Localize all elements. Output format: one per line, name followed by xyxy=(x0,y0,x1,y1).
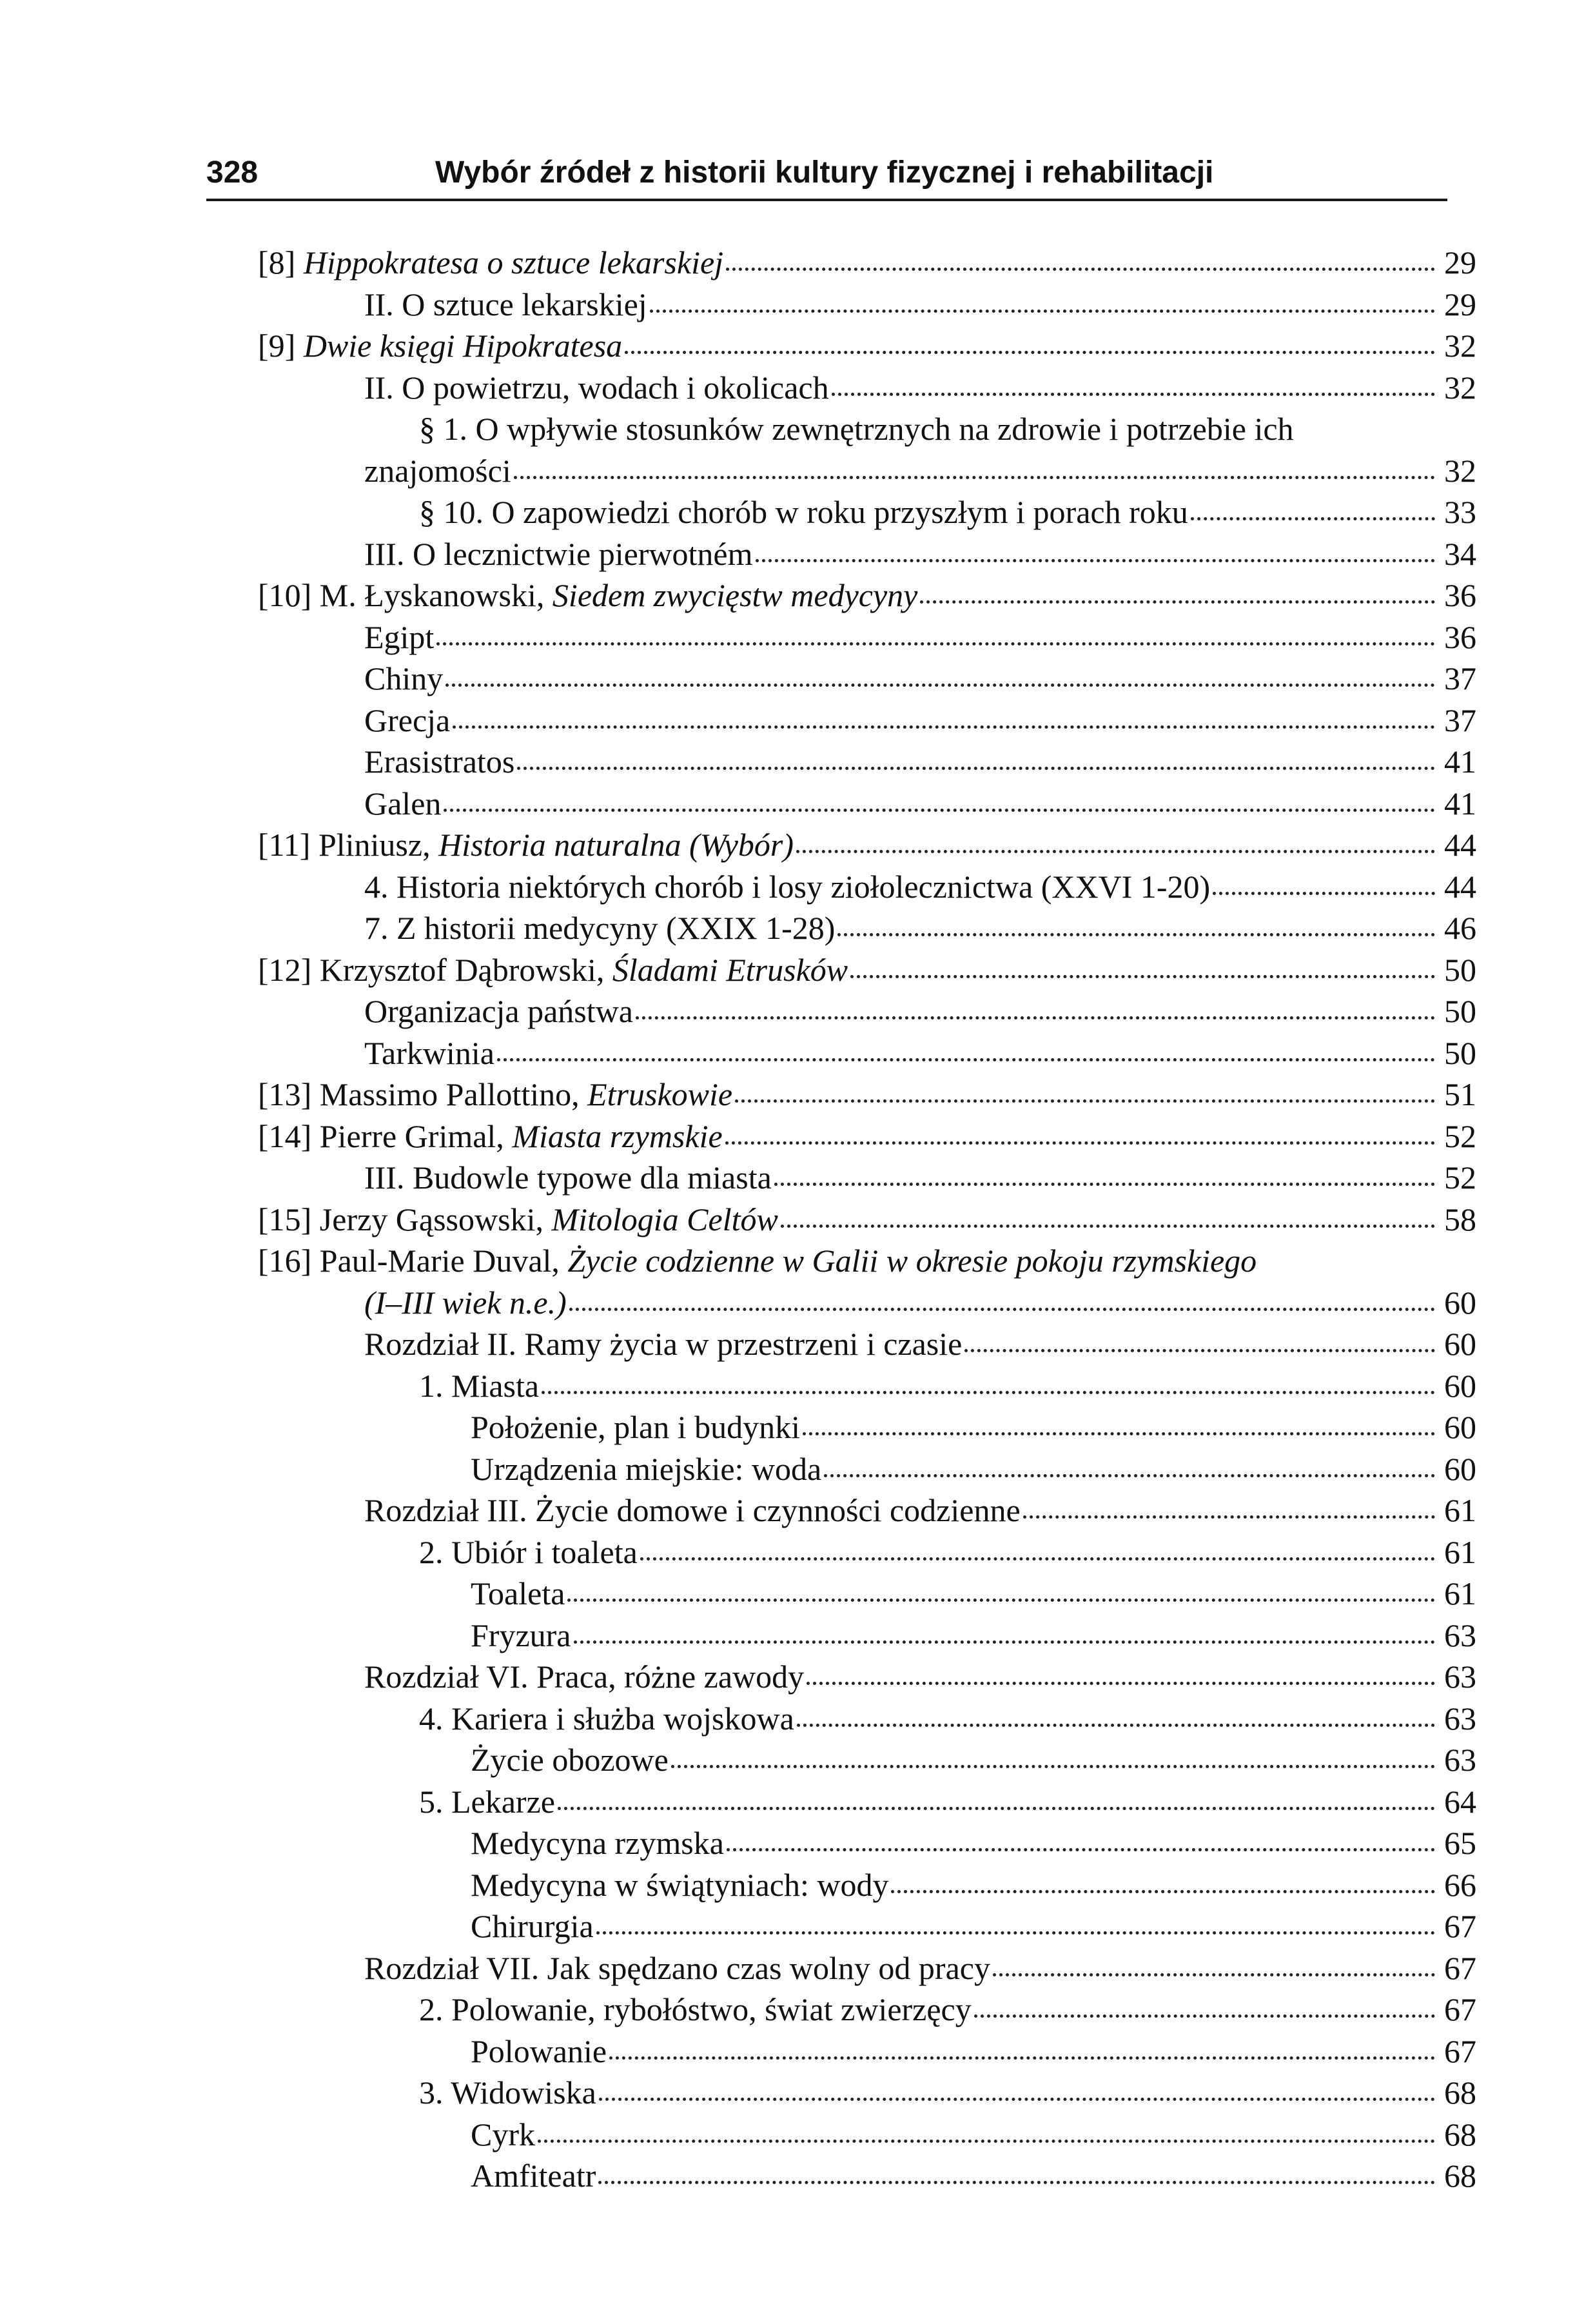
toc-entry-page: 60 xyxy=(1444,1409,1476,1445)
toc-entry xyxy=(258,2155,1476,2197)
toc-entry-title xyxy=(364,866,1210,908)
toc-entry-page: 32 xyxy=(1444,328,1476,364)
toc-entry-page: 41 xyxy=(1444,743,1476,780)
toc-entry-title xyxy=(258,824,794,866)
toc-entry-page: 63 xyxy=(1444,1742,1476,1778)
toc-entry-page: 60 xyxy=(1444,1326,1476,1362)
toc-entry xyxy=(258,783,1476,825)
toc-entry-label: Życie codzienne w Galii w okresie pokoju rzymskiego xyxy=(567,1243,1257,1279)
toc-entry xyxy=(258,616,1476,658)
toc-entry-title xyxy=(258,575,917,616)
toc-entry-page: 68 xyxy=(1444,2158,1476,2194)
toc-entry-label: 5. Lekarze xyxy=(419,1783,555,1820)
toc-entry xyxy=(258,1406,1476,1448)
toc-entry-label: Polowanie xyxy=(471,2033,607,2069)
dot-leader xyxy=(1213,892,1435,895)
toc-entry-label: Rozdział II. Ramy życia w przestrzeni i czasie xyxy=(364,1326,963,1362)
toc-entry-page: 44 xyxy=(1444,868,1476,905)
toc-entry xyxy=(258,2114,1476,2156)
toc-entry xyxy=(258,1240,1476,1282)
toc-entry-page: 60 xyxy=(1444,1367,1476,1404)
toc-entry-label: Egipt xyxy=(364,618,435,655)
toc-entry-page: 52 xyxy=(1444,1159,1476,1196)
toc-entry-author: [16] Paul-Marie Duval, xyxy=(258,1243,568,1279)
toc-entry-author: [9] xyxy=(258,328,304,364)
toc-entry xyxy=(258,1739,1476,1781)
toc-entry-page: 65 xyxy=(1444,1825,1476,1861)
toc-entry-page: 68 xyxy=(1444,2074,1476,2111)
toc-entry xyxy=(258,658,1476,700)
toc-entry-label: II. O powietrzu, wodach i okolicach xyxy=(364,369,829,406)
toc-entry-label: Położenie, plan i budynki xyxy=(471,1409,801,1445)
toc-entry-title xyxy=(258,1199,778,1241)
toc-entry-label: Rozdział III. Życie domowe i czynności codzienne xyxy=(364,1492,1021,1528)
toc-entry-author: [13] Massimo Pallottino, xyxy=(258,1076,588,1112)
toc-entry-label: Rozdział VII. Jak spędzano czas wolny od pracy xyxy=(364,1949,990,1986)
toc-entry-title xyxy=(471,2155,596,2197)
toc-entry-label: Mitologia Celtów xyxy=(551,1201,778,1237)
toc-entry-title xyxy=(471,1822,724,1864)
dot-leader xyxy=(891,1890,1435,1893)
dot-leader xyxy=(609,2056,1435,2060)
toc-entry-page: 67 xyxy=(1444,1908,1476,1944)
toc-entry xyxy=(258,1323,1476,1365)
toc-entry-title xyxy=(471,1864,888,1906)
toc-entry xyxy=(258,824,1476,866)
toc-entry-label: Cyrk xyxy=(471,2116,535,2152)
toc-entry xyxy=(258,2072,1476,2114)
dot-leader xyxy=(558,1807,1435,1810)
dot-leader xyxy=(796,850,1435,853)
toc-entry-title xyxy=(258,1240,1257,1282)
toc-entry xyxy=(258,1698,1476,1740)
toc-entry-page: 61 xyxy=(1444,1492,1476,1528)
toc-entry-title xyxy=(471,1406,800,1448)
toc-entry-label: Chiny xyxy=(364,660,444,696)
toc-entry-label: Fryzura xyxy=(471,1617,571,1653)
toc-entry-label: 1. Miasta xyxy=(419,1367,540,1404)
toc-entry-label: znajomości xyxy=(364,452,511,489)
toc-entry-label: 4. Historia niektórych chorób i losy ziołolecznictwa (XXVI 1-20) xyxy=(364,868,1211,905)
toc-entry-page: 51 xyxy=(1444,1076,1476,1112)
toc-entry-label: Historia naturalna (Wybór) xyxy=(438,827,794,863)
toc-entry xyxy=(258,1656,1476,1698)
toc-entry-title xyxy=(364,1656,804,1698)
toc-entry-title xyxy=(258,1074,732,1116)
toc-entry-author: [15] Jerzy Gąssowski, xyxy=(258,1201,552,1237)
toc-entry xyxy=(258,741,1476,783)
toc-entry-title xyxy=(364,450,511,492)
toc-entry-title xyxy=(471,1615,571,1657)
toc-entry-page: 67 xyxy=(1444,1991,1476,2027)
toc-entry-label: § 1. O wpływie stosunków zewnętrznych na zdrowie i potrzebie ich xyxy=(419,411,1294,447)
running-title: Wybór źródeł z historii kultury fizycznej i rehabilitacji xyxy=(435,155,1214,190)
page-header xyxy=(206,153,1447,201)
toc-entry xyxy=(258,949,1476,991)
page-number: 328 xyxy=(206,155,259,190)
dot-leader xyxy=(735,1099,1435,1103)
dot-leader xyxy=(993,1973,1435,1976)
toc-entry xyxy=(258,2031,1476,2073)
dot-leader xyxy=(920,600,1435,604)
dot-leader xyxy=(671,1765,1435,1768)
toc-entry-page: 67 xyxy=(1444,1949,1476,1986)
toc-entry-page: 68 xyxy=(1444,2116,1476,2152)
toc-entry-page: 32 xyxy=(1444,369,1476,406)
dot-leader xyxy=(436,642,1435,645)
toc-entry xyxy=(258,990,1476,1032)
dot-leader xyxy=(596,1931,1435,1935)
dot-leader xyxy=(807,1682,1435,1685)
dot-leader xyxy=(725,1141,1435,1145)
dot-leader xyxy=(574,1640,1436,1644)
toc-entry xyxy=(258,1822,1476,1864)
toc-entry xyxy=(258,408,1476,450)
toc-entry-page: 46 xyxy=(1444,910,1476,946)
toc-entry xyxy=(258,491,1476,533)
toc-entry-title xyxy=(258,1116,723,1157)
dot-leader xyxy=(1023,1515,1435,1519)
dot-leader xyxy=(625,351,1435,354)
toc-entry-label: 4. Kariera i służba wojskowa xyxy=(419,1700,794,1737)
toc-entry-label: Toaleta xyxy=(471,1575,565,1611)
toc-entry xyxy=(258,1157,1476,1199)
toc-entry xyxy=(258,1032,1476,1074)
toc-entry-title xyxy=(419,1365,539,1407)
toc-entry-page: 63 xyxy=(1444,1617,1476,1653)
dot-leader xyxy=(542,1391,1435,1394)
dot-leader xyxy=(567,1599,1435,1602)
toc-entry-label: Hippokratesa o sztuce lekarskiej xyxy=(303,244,724,281)
toc-entry-page: 37 xyxy=(1444,702,1476,738)
toc-entry-title xyxy=(419,1698,794,1740)
toc-entry xyxy=(258,700,1476,742)
toc-entry-label: Medycyna rzymska xyxy=(471,1825,724,1861)
toc-entry-author: [10] M. Łyskanowski, xyxy=(258,577,553,613)
toc-entry-title xyxy=(419,1989,972,2031)
dot-leader xyxy=(803,1432,1435,1435)
toc-entry xyxy=(258,367,1476,409)
toc-entry-page: 36 xyxy=(1444,577,1476,613)
toc-entry-label: Etruskowie xyxy=(587,1076,733,1112)
toc-entry-title xyxy=(471,1448,821,1490)
toc-entry-label: Siedem zwycięstw medycyny xyxy=(552,577,918,613)
toc-entry-label: 7. Z historii medycyny (XXIX 1-28) xyxy=(364,910,836,946)
dot-leader xyxy=(650,310,1435,313)
toc-entry-label: Dwie księgi Hipokratesa xyxy=(303,328,623,364)
dot-leader xyxy=(598,2181,1435,2184)
toc-entry xyxy=(258,450,1476,492)
dot-leader xyxy=(517,767,1435,770)
dot-leader xyxy=(797,1724,1435,1727)
toc-entry-page: 60 xyxy=(1444,1450,1476,1487)
toc-entry-title xyxy=(364,284,647,326)
toc-entry-label: Urządzenia miejskie: woda xyxy=(471,1450,822,1487)
toc-entry-title xyxy=(258,325,622,367)
toc-entry xyxy=(258,1989,1476,2031)
toc-entry-title xyxy=(258,949,848,991)
toc-entry-label: 2. Polowanie, rybołóstwo, świat zwierzęcy xyxy=(419,1991,972,2027)
toc-entry-label: Medycyna w świątyniach: wody xyxy=(471,1866,889,1903)
toc-entry-page: 32 xyxy=(1444,452,1476,489)
toc-entry-title xyxy=(364,1323,962,1365)
toc-entry-title xyxy=(419,1781,555,1823)
toc-entry-label: Życie obozowe xyxy=(471,1742,669,1778)
toc-entry-page: 52 xyxy=(1444,1118,1476,1154)
toc-entry-author: [8] xyxy=(258,244,304,281)
dot-leader xyxy=(1191,517,1435,520)
toc-entry-label: Rozdział VI. Praca, różne zawody xyxy=(364,1659,805,1695)
toc-entry-page: 61 xyxy=(1444,1533,1476,1570)
dot-leader xyxy=(964,1349,1435,1352)
dot-leader xyxy=(824,1474,1435,1477)
toc-entry-page: 50 xyxy=(1444,1034,1476,1071)
dot-leader xyxy=(514,476,1435,479)
toc-entry-label: Amfiteatr xyxy=(471,2158,596,2194)
toc-entry-title xyxy=(471,1739,669,1781)
toc-entry-title xyxy=(471,1573,565,1615)
toc-entry-label: Organizacja państwa xyxy=(364,993,633,1029)
toc-entry-title xyxy=(471,2031,607,2073)
toc-entry xyxy=(258,1781,1476,1823)
toc-entry xyxy=(258,1448,1476,1490)
toc-entry-title xyxy=(419,408,1294,450)
dot-leader xyxy=(599,2098,1435,2101)
toc-entry xyxy=(258,1490,1476,1531)
toc-entry-label: Chirurgia xyxy=(471,1908,594,1944)
toc-entry-author: [12] Krzysztof Dąbrowski, xyxy=(258,951,612,988)
toc-entry-page: 33 xyxy=(1444,494,1476,530)
toc-entry-title xyxy=(258,242,723,284)
toc-entry-label: (I–III wiek n.e.) xyxy=(364,1284,567,1321)
toc-entry-title xyxy=(419,1531,638,1573)
toc-entry-title xyxy=(364,533,753,575)
dot-leader xyxy=(444,809,1435,812)
toc-entry xyxy=(258,575,1476,616)
toc-entry-label: III. Budowle typowe dla miasta xyxy=(364,1159,772,1196)
toc-entry-title xyxy=(364,783,441,825)
dot-leader xyxy=(974,2014,1435,2018)
dot-leader xyxy=(636,1016,1435,1019)
toc-entry-label: Tarkwinia xyxy=(364,1034,494,1071)
table-of-contents xyxy=(258,242,1476,2197)
toc-entry-page: 50 xyxy=(1444,993,1476,1029)
toc-entry xyxy=(258,1282,1476,1324)
toc-entry-title xyxy=(364,658,443,700)
toc-entry-page: 63 xyxy=(1444,1659,1476,1695)
toc-entry-title xyxy=(364,616,434,658)
toc-entry-label: 3. Widowiska xyxy=(419,2074,596,2111)
toc-entry-label: Miasta rzymskie xyxy=(512,1118,723,1154)
toc-entry-title xyxy=(419,2072,596,2114)
toc-entry-label: Grecja xyxy=(364,702,451,738)
toc-entry xyxy=(258,1573,1476,1615)
toc-entry-label: II. O sztuce lekarskiej xyxy=(364,286,647,322)
dot-leader xyxy=(640,1557,1435,1561)
toc-entry-author: [11] Pliniusz, xyxy=(258,827,439,863)
toc-entry-title xyxy=(364,1947,990,1989)
toc-entry-page: 63 xyxy=(1444,1700,1476,1737)
toc-entry-title xyxy=(364,741,514,783)
toc-entry xyxy=(258,1905,1476,1947)
dot-leader xyxy=(781,1225,1435,1228)
dot-leader xyxy=(774,1183,1435,1186)
toc-entry-page: 67 xyxy=(1444,2033,1476,2069)
toc-entry xyxy=(258,866,1476,908)
toc-entry-title xyxy=(419,491,1188,533)
toc-entry-page: 41 xyxy=(1444,785,1476,822)
toc-entry xyxy=(258,1116,1476,1157)
dot-leader xyxy=(756,559,1435,562)
dot-leader xyxy=(832,393,1435,396)
toc-entry-title xyxy=(364,1282,567,1324)
toc-entry-page: 29 xyxy=(1444,286,1476,322)
toc-entry-page: 29 xyxy=(1444,244,1476,281)
toc-entry-page: 50 xyxy=(1444,951,1476,988)
dot-leader xyxy=(726,268,1435,271)
dot-leader xyxy=(445,684,1435,687)
toc-entry-label: Galen xyxy=(364,785,442,822)
toc-entry xyxy=(258,1864,1476,1906)
toc-entry-page: 37 xyxy=(1444,660,1476,696)
toc-entry xyxy=(258,242,1476,284)
toc-entry xyxy=(258,1947,1476,1989)
toc-entry xyxy=(258,1615,1476,1657)
toc-entry xyxy=(258,1074,1476,1116)
toc-entry-title xyxy=(471,2114,535,2156)
toc-entry-label: Śladami Etrusków xyxy=(612,951,848,988)
toc-entry xyxy=(258,325,1476,367)
toc-entry-title xyxy=(364,700,450,742)
toc-entry-label: 2. Ubiór i toaleta xyxy=(419,1533,638,1570)
toc-entry-page: 44 xyxy=(1444,827,1476,863)
toc-entry-title xyxy=(364,1032,494,1074)
toc-entry-title xyxy=(364,1157,772,1199)
dot-leader xyxy=(837,933,1435,936)
toc-entry-page: 34 xyxy=(1444,535,1476,572)
toc-entry-title xyxy=(364,990,633,1032)
dot-leader xyxy=(453,725,1435,729)
toc-entry-title xyxy=(364,907,835,949)
toc-entry-title xyxy=(364,367,829,409)
toc-entry xyxy=(258,1199,1476,1241)
toc-entry-author: [14] Pierre Grimal, xyxy=(258,1118,513,1154)
toc-entry xyxy=(258,907,1476,949)
toc-entry-label: § 10. O zapowiedzi chorób w roku przyszłym i porach roku xyxy=(419,494,1188,530)
toc-entry-page: 66 xyxy=(1444,1866,1476,1903)
toc-entry xyxy=(258,1531,1476,1573)
toc-entry-title xyxy=(364,1490,1021,1531)
toc-entry-page: 58 xyxy=(1444,1201,1476,1237)
dot-leader xyxy=(538,2140,1435,2143)
toc-entry-label: III. O lecznictwie pierwotném xyxy=(364,535,753,572)
toc-entry-label: Erasistratos xyxy=(364,743,515,780)
dot-leader xyxy=(727,1848,1435,1851)
toc-entry-title xyxy=(471,1905,594,1947)
toc-entry xyxy=(258,284,1476,326)
dot-leader xyxy=(569,1308,1435,1311)
toc-entry-page: 36 xyxy=(1444,618,1476,655)
dot-leader xyxy=(497,1058,1435,1061)
toc-entry-page: 64 xyxy=(1444,1783,1476,1820)
toc-entry xyxy=(258,1365,1476,1407)
toc-entry-page: 60 xyxy=(1444,1284,1476,1321)
toc-entry xyxy=(258,533,1476,575)
toc-entry-page: 61 xyxy=(1444,1575,1476,1611)
dot-leader xyxy=(850,975,1435,978)
